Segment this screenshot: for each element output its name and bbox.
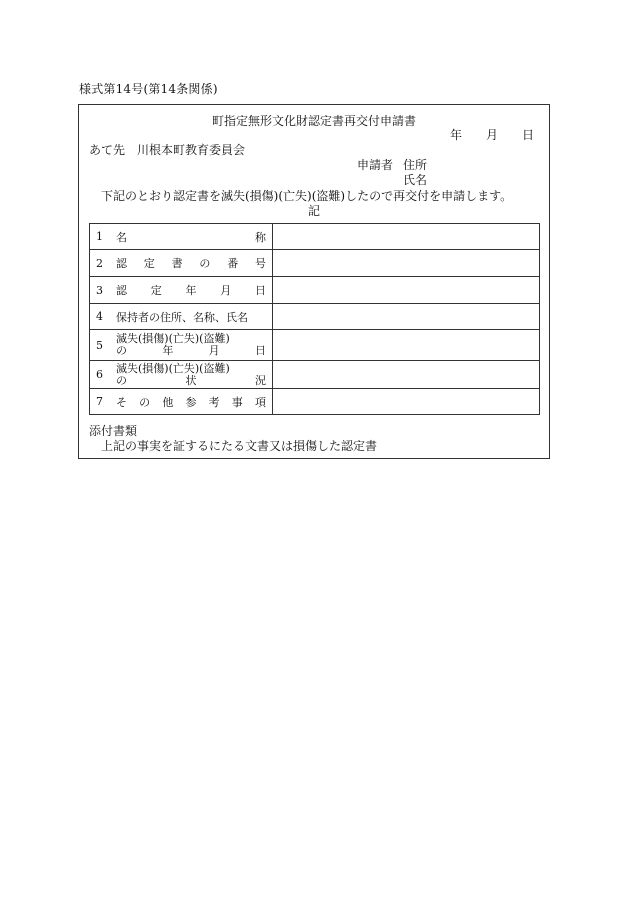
row-label-certificate-number (116, 255, 266, 271)
label-char: 書 (171, 257, 183, 270)
row-label-loss-situation (116, 363, 266, 387)
row-number: 5 (96, 338, 103, 352)
addressee: あて先 川根本町教育委員会 (89, 143, 246, 157)
date-month-label: 月 (486, 128, 499, 142)
row-number: 7 (96, 395, 103, 408)
row-number: 4 (96, 310, 103, 323)
certification-date-value-cell[interactable] (273, 277, 540, 304)
form-title: 町指定無形文化財認定書再交付申請書 (211, 114, 416, 128)
label-char: そ (116, 395, 127, 409)
row-number: 2 (96, 256, 103, 270)
label-char: 日 (254, 344, 266, 357)
label-line: 滅失(損傷)(亡失)(盗難) (116, 332, 230, 345)
row-label-certification-date (116, 282, 266, 298)
label-char: の (139, 395, 151, 409)
row-number: 1 (96, 230, 103, 243)
table-row (90, 250, 540, 277)
table-row (90, 361, 540, 389)
name-value-cell[interactable] (273, 224, 540, 250)
label-line: 滅失(損傷)(亡失)(盗難) (116, 361, 230, 375)
date-year-label: 年 (450, 128, 463, 142)
label-char: 考 (208, 395, 220, 409)
other-notes-value-cell[interactable] (273, 389, 540, 415)
certificate-number-value-cell[interactable] (273, 250, 540, 277)
label-char: 称 (255, 230, 266, 244)
label-char: の (199, 257, 211, 270)
table-row (90, 304, 540, 330)
ki-heading: 記 (307, 204, 320, 218)
label-char: 年 (185, 284, 197, 297)
attachments-title: 添付書類 (89, 424, 138, 438)
label-char: 号 (254, 257, 266, 270)
row-number: 6 (96, 368, 103, 381)
request-statement: 下記のとおり認定書を滅失(損傷)(亡失)(盗難)したので再交付を申請します。 (101, 189, 513, 203)
table-row (90, 389, 540, 415)
table-row (90, 224, 540, 250)
name-label: 氏名 (403, 173, 428, 187)
label-char: 他 (162, 395, 174, 409)
holder-info-value-cell[interactable] (273, 304, 540, 330)
label-char: 状 (185, 373, 197, 387)
row-label-name (116, 229, 266, 245)
label-char: 定 (150, 284, 162, 297)
applicant-label: 申請者 (357, 158, 394, 172)
address-label: 住所 (403, 158, 428, 172)
label-char: 定 (143, 257, 155, 270)
label-char: 月 (208, 344, 220, 357)
label-char: の (116, 373, 127, 387)
form-number: 様式第14号(第14条関係) (79, 82, 218, 96)
label-char: 月 (220, 284, 232, 297)
loss-situation-value-cell[interactable] (273, 361, 540, 389)
label-char: の (116, 344, 127, 357)
label-char: 況 (255, 373, 266, 387)
attachments-text: 上記の事実を証するにたる文書又は損傷した認定書 (101, 439, 378, 453)
items-table (89, 223, 540, 415)
row-label-holder-info: 保持者の住所、名称、氏名 (116, 310, 248, 324)
row-label-loss-date (116, 333, 266, 357)
date-day-label: 日 (522, 128, 535, 142)
label-char: 認 (116, 284, 127, 297)
loss-date-value-cell[interactable] (273, 330, 540, 361)
label-char: 参 (185, 395, 197, 409)
table-row (90, 277, 540, 304)
label-char: 日 (255, 284, 266, 297)
label-char: 名 (116, 230, 127, 244)
label-char: 番 (227, 257, 239, 270)
application-form (78, 104, 550, 459)
row-label-other-notes (116, 394, 266, 410)
label-char: 項 (254, 395, 266, 409)
row-number: 3 (96, 283, 103, 297)
label-char: 事 (231, 395, 243, 409)
label-char: 認 (116, 257, 127, 270)
label-char: 年 (162, 344, 174, 357)
table-row (90, 330, 540, 361)
